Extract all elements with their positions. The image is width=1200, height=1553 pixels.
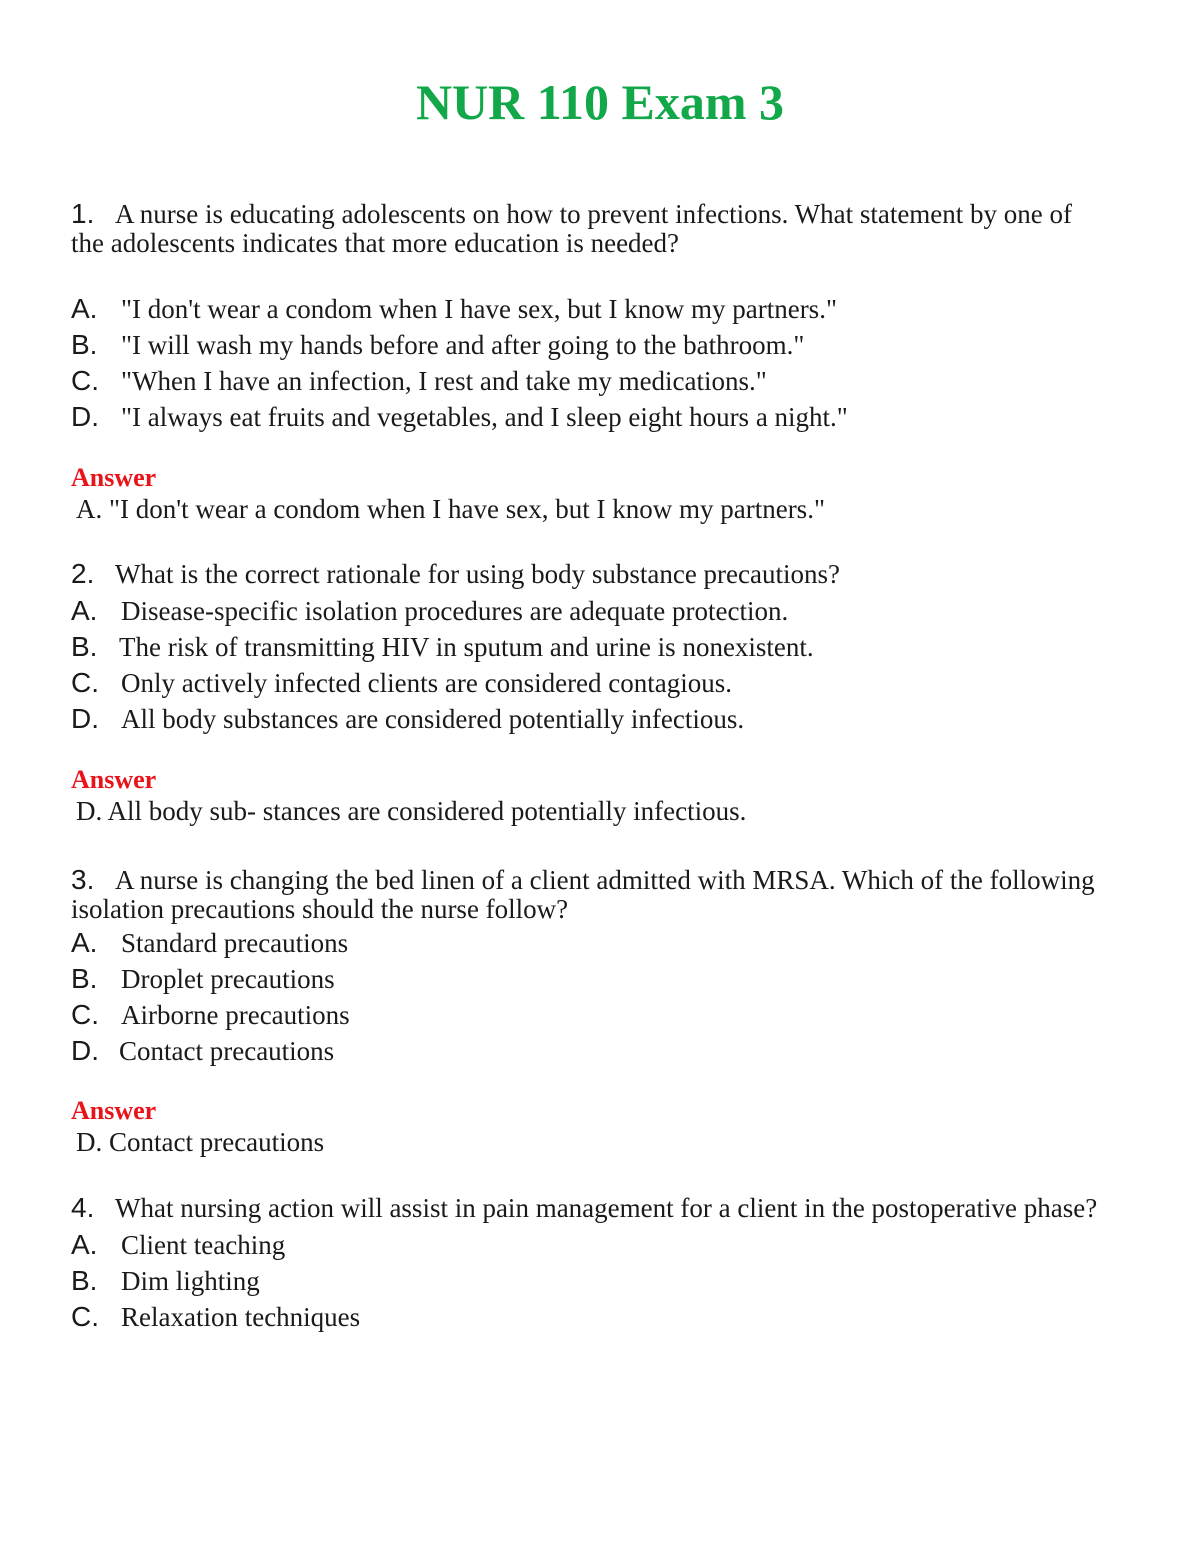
question-2-options	[71, 593, 1131, 737]
option-b: B. "I will wash my hands before and after going to the bathroom."	[71, 329, 805, 360]
option-letter: D.	[71, 401, 99, 432]
answer-label: Answer	[71, 1096, 157, 1125]
option-a: A. "I don't wear a condom when I have sex, but I know my partners."	[71, 293, 837, 324]
option-c: C. "When I have an infection, I rest and take my medications."	[71, 365, 767, 396]
question-number: 4.	[71, 1192, 95, 1223]
option-c: C. Airborne precautions	[71, 999, 350, 1030]
question-1	[71, 199, 1131, 258]
question-2	[71, 559, 1131, 589]
question-4	[71, 1193, 1131, 1223]
question-1-options	[71, 291, 1131, 435]
option-letter: A.	[71, 1229, 98, 1260]
question-number: 3.	[71, 864, 95, 895]
answer-text: D. All body sub- stances are considered potentially infectious.	[76, 796, 747, 826]
option-letter: C.	[71, 999, 99, 1030]
page-title: NUR 110 Exam 3	[415, 74, 785, 130]
option-d: D. All body substances are considered potentially infectious.	[71, 703, 745, 734]
answer-1	[71, 463, 1131, 526]
option-letter: C.	[71, 1301, 99, 1332]
question-3	[71, 865, 1131, 924]
answer-text: A. "I don't wear a condom when I have sex, but I know my partners."	[76, 494, 825, 524]
question-number: 2.	[71, 558, 95, 589]
option-b: B. Dim lighting	[71, 1265, 260, 1296]
option-b: B. The risk of transmitting HIV in sputum and urine is nonexistent.	[71, 631, 814, 662]
option-a: A. Client teaching	[71, 1229, 286, 1260]
option-d: D. "I always eat fruits and vegetables, and I sleep eight hours a night."	[71, 401, 848, 432]
answer-2	[71, 765, 1131, 828]
answer-3	[71, 1096, 1131, 1159]
option-c: C. Only actively infected clients are considered contagious.	[71, 667, 733, 698]
option-a: A. Standard precautions	[71, 927, 349, 958]
option-letter: B.	[71, 329, 98, 360]
question-3-options	[71, 925, 1131, 1069]
question-text: 2. What is the correct rationale for using body substance precautions?	[71, 558, 840, 589]
option-letter: B.	[71, 963, 98, 994]
option-b: B. Droplet precautions	[71, 963, 335, 994]
option-letter: A.	[71, 293, 98, 324]
option-letter: A.	[71, 595, 98, 626]
question-text: 4. What nursing action will assist in pain management for a client in the postoperative phase?	[71, 1192, 1098, 1223]
answer-text: D. Contact precautions	[76, 1127, 325, 1157]
option-letter: B.	[71, 1265, 98, 1296]
option-d: D. Contact precautions	[71, 1035, 335, 1066]
option-a: A. Disease-specific isolation procedures are adequate protection.	[71, 595, 789, 626]
question-text: 3. A nurse is changing the bed linen of a client admitted with MRSA. Which of the following	[71, 864, 1095, 895]
question-text-continued: isolation precautions should the nurse follow?	[71, 894, 569, 924]
option-letter: D.	[71, 1035, 99, 1066]
option-c: C. Relaxation techniques	[71, 1301, 361, 1332]
answer-label: Answer	[71, 463, 157, 492]
question-number: 1.	[71, 198, 95, 229]
question-4-options	[71, 1227, 1131, 1335]
question-text: 1. A nurse is educating adolescents on how to prevent infections. What statement by one of	[71, 198, 1073, 229]
option-letter: D.	[71, 703, 99, 734]
question-text-continued: the adolescents indicates that more education is needed?	[71, 228, 680, 258]
answer-label: Answer	[71, 765, 157, 794]
option-letter: C.	[71, 365, 99, 396]
option-letter: C.	[71, 667, 99, 698]
option-letter: B.	[71, 631, 98, 662]
option-letter: A.	[71, 927, 98, 958]
